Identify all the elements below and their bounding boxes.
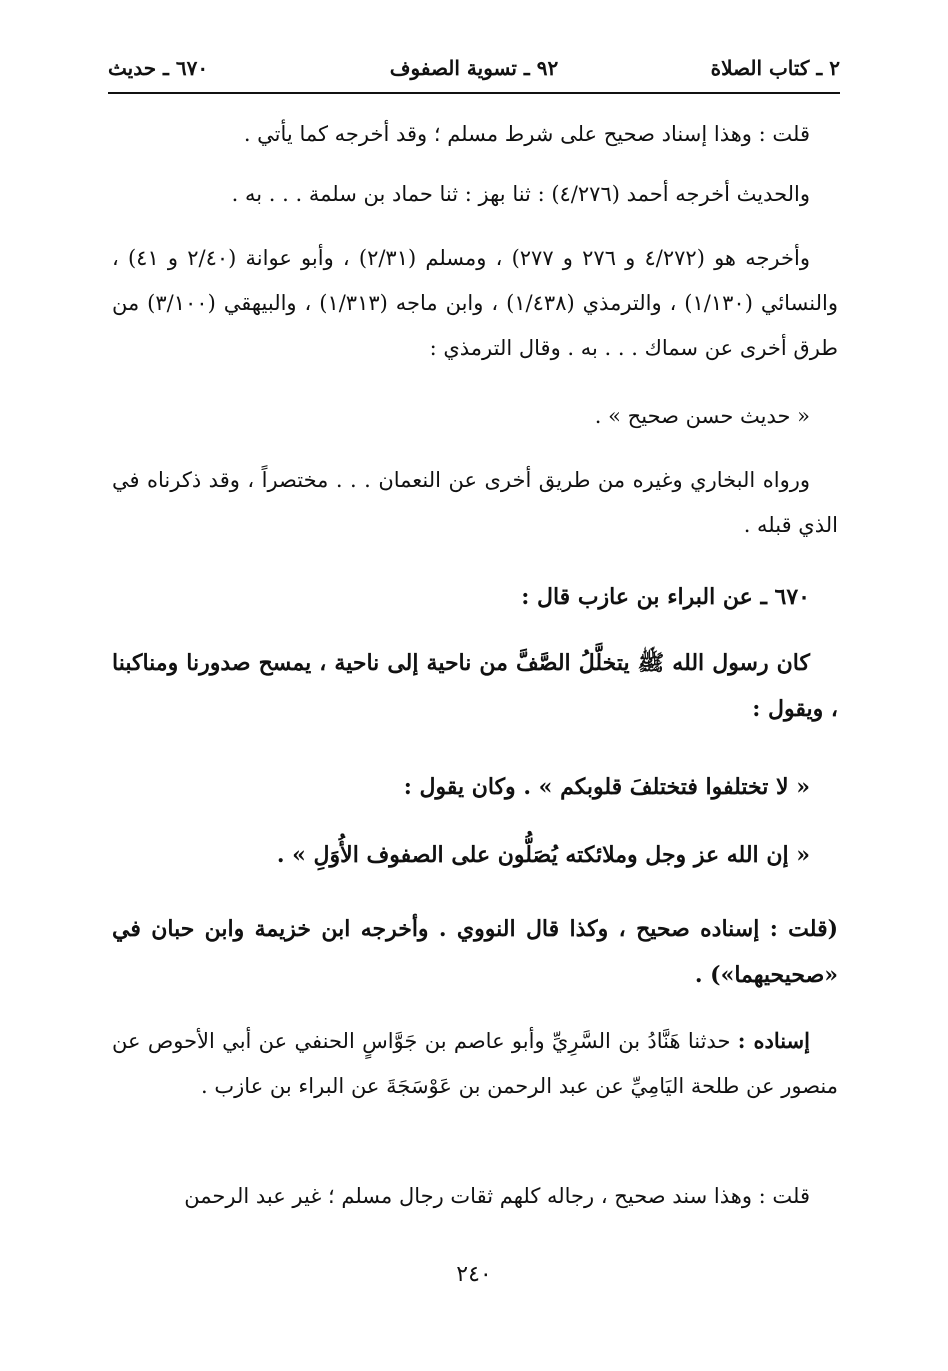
header-book-title: ٢ ـ كتاب الصلاة: [710, 56, 840, 80]
paragraph-bukhari-note: [112, 458, 838, 548]
hadith-text: كان رسول الله ﷺ يتخلَّلُ الصَّفَّ من ناحية إلى ناحية ، يمسح صدورنا ومناكبنا ، ويقول :: [112, 650, 838, 722]
quote-text: « لا تختلفوا فتختلفَ قلوبكم » . وكان يقول :: [403, 774, 810, 800]
paragraph-ahmad-reference: [112, 172, 838, 217]
hadith-quote-second: [112, 832, 838, 878]
paragraph-text: ورواه البخاري وغيره من طريق أخرى عن النعمان . . . مختصراً ، وقد ذكرناه في الذي قبله .: [112, 468, 838, 537]
quote-text: « حديث حسن صحيح » .: [594, 404, 810, 428]
isnad-label: إسناده :: [737, 1028, 810, 1053]
isnad-text: [112, 1018, 838, 1109]
paragraph-other-sources: [112, 236, 838, 371]
hadith-body: [112, 640, 838, 732]
header-hadith-number: ٦٧٠ ـ حديث: [108, 56, 209, 80]
paragraph-text: وأخرجه هو (٤/٢٧٢ و ٢٧٦ و ٢٧٧) ، ومسلم (٢/٣١) ، وأبو عوانة (٢/٤٠ و ٤١) ، والنسائي (١/١٣٠) ، والترمذي (١/٤٣٨) ، وابن ماجه (١/٣١٣) ، والبيهقي (٣/١٠٠) من طرق أخرى عن سماك . . . به . وقال الترمذي :: [112, 246, 839, 360]
closing-paragraph: [112, 1174, 838, 1219]
paragraph-isnad-verdict: [112, 112, 838, 157]
note-text: (قلت : إسناده صحيح ، وكذا قال النووي . وأخرجه ابن خزيمة وابن حبان في «صحيحيهما») .: [112, 916, 838, 988]
hadith-quote-first: [112, 764, 838, 810]
header-divider: [108, 92, 840, 94]
running-header: [108, 50, 840, 90]
hadith-heading: [112, 574, 838, 620]
isnad-paragraph: [112, 1018, 838, 1109]
paragraph-text: قلت : وهذا سند صحيح ، رجاله كلهم ثقات رجال مسلم ؛ غير عبد الرحمن: [184, 1184, 810, 1208]
paragraph-text: قلت : وهذا إسناد صحيح على شرط مسلم ؛ وقد أخرجه كما يأتي .: [243, 122, 810, 146]
paragraph-tirmidhi-grading: [112, 394, 838, 439]
authenticity-note: [112, 906, 838, 998]
header-chapter-title: ٩٢ ـ تسوية الصفوف: [389, 56, 559, 80]
paragraph-text: والحديث أخرجه أحمد (٤/٢٧٦) : ثنا بهز : ثنا حماد بن سلمة . . . به .: [231, 182, 810, 206]
isnad-chain: حدثنا هَنَّادُ بن السَّرِيِّ وأبو عاصم بن جَوَّاسٍ الحنفي عن أبي الأحوص عن منصور عن طلحة اليَامِيِّ عن عبد الرحمن بن عَوْسَجَةَ عن البراء بن عازب .: [112, 1029, 838, 1098]
quote-text: « إن الله عز وجل وملائكته يُصَلُّون على الصفوف الأُوَلِ » .: [276, 842, 810, 868]
hadith-title: ٦٧٠ ـ عن البراء بن عازب قال :: [521, 584, 810, 610]
page-number: ٢٤٠: [456, 1262, 492, 1287]
